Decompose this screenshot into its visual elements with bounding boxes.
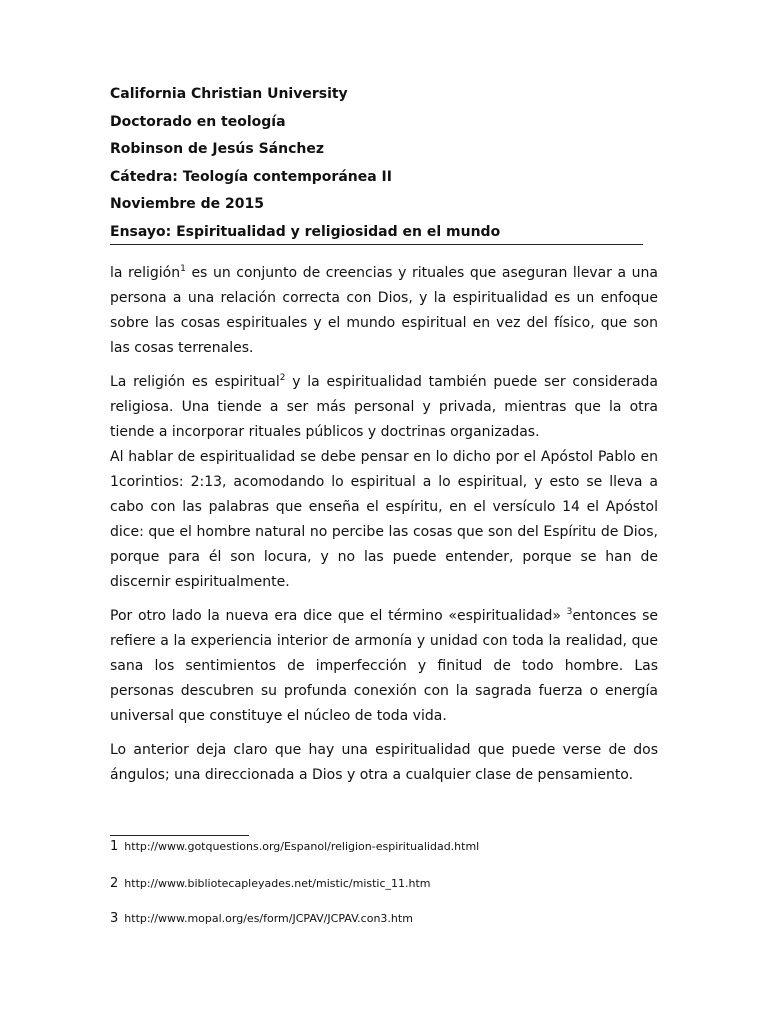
footnote-separator [110, 835, 249, 836]
author-name: Robinson de Jesús Sánchez [110, 141, 324, 158]
paragraph-2 [110, 370, 658, 445]
paragraph-2-text-b: y la espiritualidad también puede ser considerada religiosa. Una tiende a ser más personal y privada, mientras que la otra tiende a incorporar rituales públicos y doctrinas organizadas. [110, 373, 658, 440]
footnote-ref-3: 3 [566, 606, 573, 617]
essay-title: Ensayo: Espiritualidad y religiosidad en el mundo [110, 223, 501, 240]
footnote-ref-1: 1 [180, 263, 186, 274]
footnote-number: 2 [110, 876, 119, 891]
paragraph-3: Al hablar de espiritualidad se debe pensar en lo dicho por el Apóstol Pablo en 1corintios: 2:13, acomodando lo espiritual a lo espiritual, y esto se lleva a cabo con las palabras que enseña el espíritu, en el versículo 14 el Apóstol dice: que el hombre natural no percibe las cosas que son del Espíritu de Dios, porque para él son locura, y no las puede entender, porque se han de discernir espiritualmente. [110, 448, 658, 590]
paragraph-4 [110, 604, 658, 729]
footnote-link[interactable]: http://www.bibliotecapleyades.net/mistic/mistic_11.htm [124, 877, 431, 890]
paragraph-2-text-a: La religión es espiritual [110, 373, 280, 390]
program-name: Doctorado en teología [110, 113, 286, 130]
paragraph-1-text-a: la religión [110, 264, 181, 281]
footnote-number: 1 [110, 839, 119, 854]
institution-name: California Christian University [110, 86, 348, 102]
footnote-link[interactable]: http://www.mopal.org/es/form/JCPAV/JCPAV.con3.htm [124, 912, 413, 925]
footnote-link[interactable]: http://www.gotquestions.org/Espanol/religion-espiritualidad.html [124, 840, 480, 853]
footnote-3 [110, 912, 413, 926]
footnote-number: 3 [110, 911, 119, 926]
paragraph-5: Lo anterior deja claro que hay una espiritualidad que puede verse de dos ángulos; una direccionada a Dios y otra a cualquier clase de pensamiento. [110, 741, 658, 783]
paragraph-1 [110, 261, 658, 361]
paragraph-1-text-b: es un conjunto de creencias y rituales que aseguran llevar a una persona a una relación correcta con Dios, y la espiritualidad es un enfoque sobre las cosas espirituales y el mundo espiritual en vez del físico, que son las cosas terrenales. [110, 264, 659, 356]
title-underline [110, 244, 643, 245]
footnote-2 [110, 877, 431, 891]
paragraph-4-text-a: Por otro lado la nueva era dice que el término «espiritualidad» [110, 607, 567, 624]
document-date: Noviembre de 2015 [110, 196, 264, 213]
course-name: Cátedra: Teología contemporánea II [110, 168, 392, 185]
footnote-ref-2: 2 [279, 372, 286, 383]
document-content [110, 84, 658, 788]
footnote-1 [110, 840, 479, 854]
paragraph-4-text-b: entonces se refiere a la experiencia interior de armonía y unidad con toda la realidad, que sana los sentimientos de imperfección y finitud de todo hombre. Las personas descubren su profunda conexión con la sagrada fuerza o energía universal que constituye el núcleo de toda vida. [110, 607, 658, 724]
